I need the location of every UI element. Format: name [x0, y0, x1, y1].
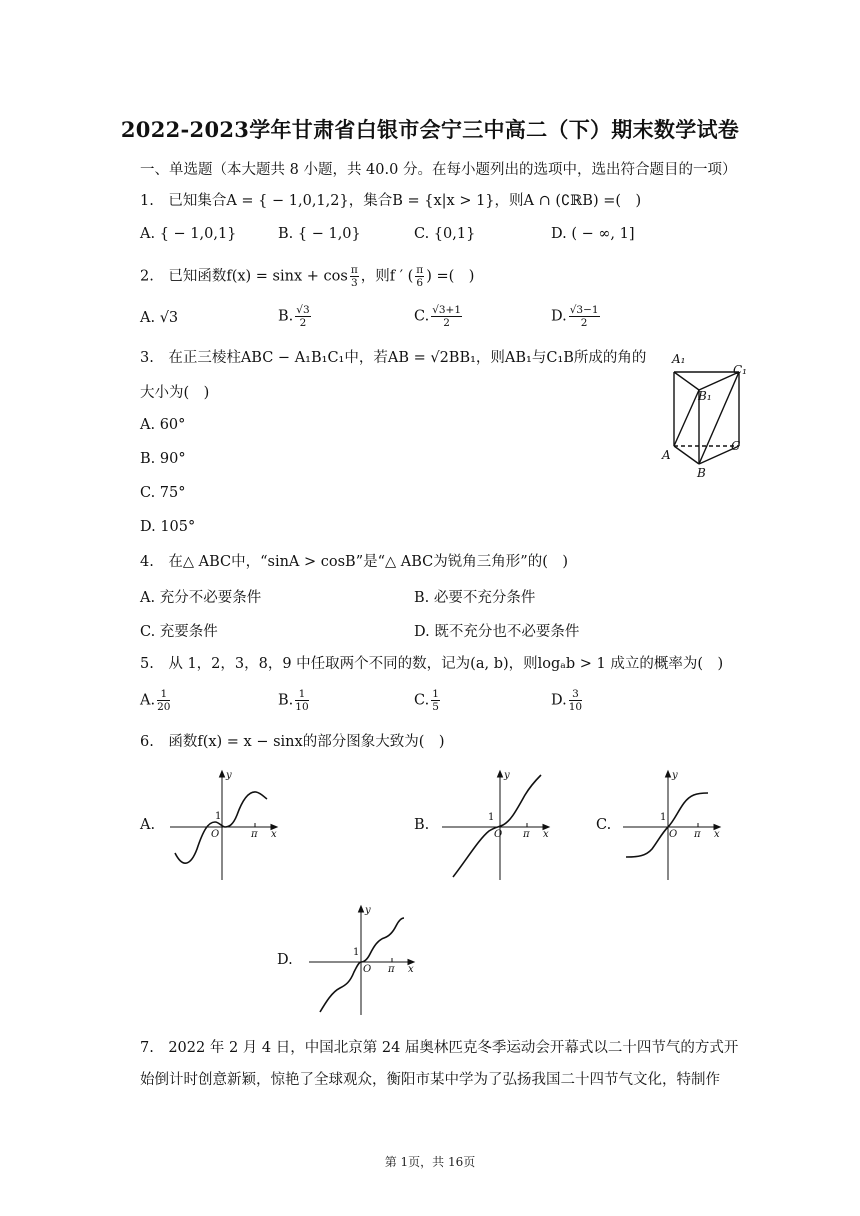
question-3-option-a: A. 60° — [140, 417, 186, 433]
fraction-denominator: 10 — [295, 701, 309, 713]
option-label: B. — [278, 308, 294, 325]
fraction-denominator: 5 — [432, 701, 439, 713]
graph-option-a — [165, 765, 285, 885]
question-2-option-d — [551, 304, 602, 329]
section-heading: 一、单选题（本大题共 8 小题，共 40.0 分。在每小题列出的选项中，选出符合题目的一项） — [140, 162, 737, 178]
option-label: D. — [551, 308, 567, 325]
question-6-option-d-label: D. — [277, 952, 293, 968]
y-label: y — [226, 770, 232, 781]
one-label: 1 — [353, 947, 360, 958]
option-fraction — [431, 688, 440, 713]
question-2-stem-pre: 2. 已知函数f(x) = sinx + cos — [140, 268, 348, 285]
fraction-denominator: 2 — [299, 317, 307, 329]
option-label: B. — [278, 692, 294, 709]
label-a1: A₁ — [672, 352, 686, 366]
label-a: A — [662, 448, 671, 462]
label-c1: C₁ — [733, 363, 747, 377]
origin-label: O — [363, 964, 372, 975]
question-4-option-d: D. 既不充分也不必要条件 — [414, 624, 580, 640]
one-label: 1 — [660, 812, 667, 823]
option-label: C. — [414, 692, 430, 709]
question-2-fraction-pi-3 — [350, 264, 359, 289]
pi-label: π — [523, 829, 530, 840]
origin-label: O — [211, 829, 220, 840]
question-5-option-c — [414, 688, 442, 713]
graph-option-d — [304, 900, 424, 1020]
fraction-numerator: π — [416, 264, 424, 276]
question-3-stem-line2: 大小为( ) — [140, 385, 210, 401]
question-1-option-d: D. ( − ∞, 1] — [551, 226, 635, 242]
question-6-stem: 6. 函数f(x) = x − sinx的部分图象大致为( ) — [140, 734, 445, 750]
question-6-option-c-label: C. — [596, 817, 612, 833]
label-b: B — [697, 466, 706, 480]
label-b1: B₁ — [698, 389, 712, 403]
option-fraction — [295, 304, 310, 329]
fraction-denominator: 6 — [416, 277, 424, 289]
question-3-option-c: C. 75° — [140, 485, 186, 501]
option-fraction — [157, 688, 170, 713]
question-6-option-a-label: A. — [140, 817, 156, 833]
y-label: y — [504, 770, 510, 781]
question-1-option-a: A. { − 1,0,1} — [140, 226, 237, 242]
question-4-option-b: B. 必要不充分条件 — [414, 590, 536, 606]
fraction-denominator: 2 — [443, 317, 450, 329]
question-3-option-b: B. 90° — [140, 451, 186, 467]
option-fraction — [431, 304, 462, 329]
question-7-stem-line2: 始倒计时创意新颖，惊艳了全球观众，衡阳市某中学为了弘扬我国二十四节气文化，特制作 — [140, 1072, 720, 1088]
x-label: x — [408, 964, 414, 975]
fraction-denominator: 3 — [350, 277, 358, 289]
pi-label: π — [694, 829, 701, 840]
x-label: x — [543, 829, 549, 840]
origin-label: O — [494, 829, 503, 840]
fraction-numerator: 1 — [432, 688, 439, 700]
question-6-option-b-label: B. — [414, 817, 430, 833]
fraction-denominator: 10 — [568, 701, 583, 713]
segment-ab1 — [674, 390, 699, 446]
fraction-numerator: √3 — [296, 304, 310, 316]
question-1-option-c: C. {0,1} — [414, 226, 476, 242]
question-4-option-c: C. 充要条件 — [140, 624, 218, 640]
fraction-numerator: √3−1 — [569, 304, 599, 316]
question-7-stem-line1: 7. 2022 年 2 月 4 日，中国北京第 24 届奥林匹克冬季运动会开幕式以二十四节气的方式开 — [140, 1040, 739, 1056]
fraction-numerator: 3 — [569, 688, 582, 701]
option-label: D. — [551, 692, 567, 709]
fraction-denominator: 2 — [580, 317, 588, 329]
question-1-stem: 1. 已知集合A = { − 1,0,1,2}，集合B = {x|x > 1}，则A ∩ (∁ℝB) =( ) — [140, 193, 642, 209]
y-axis-arrow — [359, 906, 364, 912]
origin-label: O — [669, 829, 678, 840]
question-1-option-b: B. { − 1,0} — [278, 226, 361, 242]
fraction-denominator: 20 — [157, 701, 171, 713]
pi-label: π — [388, 964, 395, 975]
question-2-option-a: A. √3 — [140, 310, 179, 326]
question-4-option-a: A. 充分不必要条件 — [140, 590, 262, 606]
y-label: y — [365, 905, 371, 916]
option-fraction — [569, 304, 600, 329]
curve — [175, 792, 267, 863]
one-label: 1 — [488, 812, 495, 823]
question-5-option-b — [278, 688, 311, 713]
option-label: A. — [140, 692, 156, 709]
curve — [453, 775, 541, 877]
question-2-option-b — [278, 304, 313, 329]
question-5-option-a — [140, 688, 172, 713]
page-footer: 第 1页，共 16页 — [384, 1155, 476, 1169]
page-title: 2022-2023学年甘肃省白银市会宁三中高二（下）期末数学试卷 — [120, 117, 740, 142]
question-5-option-d — [551, 688, 584, 713]
x-label: x — [271, 829, 277, 840]
fraction-numerator: √3+1 — [432, 304, 462, 316]
edge-a1-b1 — [674, 372, 699, 390]
prism-figure — [660, 346, 760, 482]
y-axis-arrow — [498, 771, 503, 777]
question-2-stem-post: ) =( ) — [426, 268, 475, 285]
graph-option-c — [618, 765, 728, 885]
one-label: 1 — [215, 811, 222, 822]
y-axis-arrow — [220, 771, 225, 777]
curve — [626, 793, 708, 857]
y-axis-arrow — [666, 771, 671, 777]
option-label: C. — [414, 308, 430, 325]
option-fraction — [569, 688, 582, 713]
label-c: C — [731, 439, 741, 453]
question-4-stem: 4. 在△ ABC中，“sinA > cosB”是“△ ABC为锐角三角形”的( ) — [140, 554, 569, 570]
question-2-stem — [140, 264, 474, 289]
fraction-numerator: π — [350, 264, 358, 276]
fraction-numerator: 1 — [295, 688, 308, 701]
y-label: y — [672, 770, 678, 781]
question-2-fraction-pi-6 — [415, 264, 424, 289]
graph-option-b — [437, 765, 557, 885]
x-label: x — [714, 829, 720, 840]
pi-label: π — [251, 829, 258, 840]
question-2-option-c — [414, 304, 464, 329]
option-fraction — [295, 688, 308, 713]
question-3-option-d: D. 105° — [140, 519, 196, 535]
question-3-stem-line1: 3. 在正三棱柱ABC − A₁B₁C₁中，若AB = √2BB₁，则AB₁与C₁B所成的角的 — [140, 350, 647, 366]
edge-a-b — [674, 446, 699, 464]
question-5-stem: 5. 从 1，2，3，8，9 中任取两个不同的数，记为(a, b)，则logₐb > 1 成立的概率为( ) — [140, 656, 724, 672]
question-2-stem-mid: ，则f ′ ( — [360, 268, 414, 285]
fraction-numerator: 1 — [157, 688, 170, 701]
